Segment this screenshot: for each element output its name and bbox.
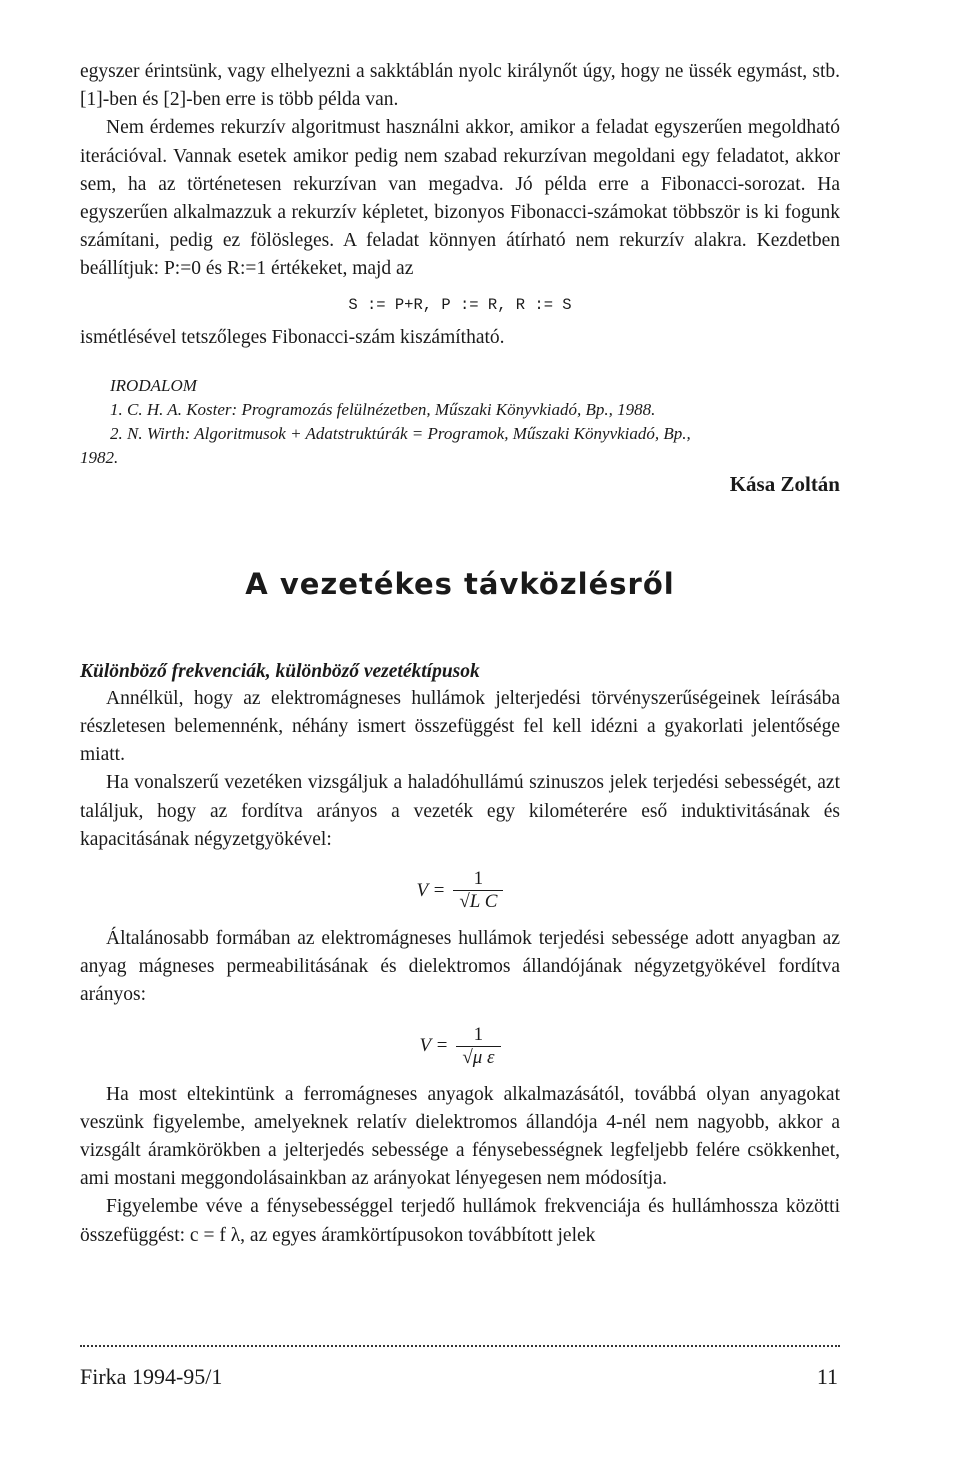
article-paragraph-1: Annélkül, hogy az elektromágneses hullámok jelterjedési törvényszerűségeinek leírásába részletesen belemennénk, néhány ismert összefüggést fel kell idézni a gyakorlati jelentősége miatt. [80,687,840,766]
formula-lhs: V = [416,879,446,901]
formula-numerator: 1 [473,868,484,890]
formula-denominator: √μ ε [456,1046,500,1069]
article-paragraph-5: Figyelembe véve a fénysebességgel terjedő hullámok frekvenciája és hullámhossza közötti összefüggést: c = f λ, az egyes áramkörtípusokon továbbított jelek [80,1196,840,1246]
author-name: Kása Zoltán [729,471,840,496]
section-subtitle: Különböző frekvenciák, különböző vezetéktípusok [80,660,480,682]
intro-paragraph-2: Nem érdemes rekurzív algoritmust használni akkor, amikor a feladat egyszerűen megoldható iterációval. Vannak esetek amikor pedig nem szabad rekurzívan megoldani egy feladatot, akkor sem, ha az történetesen rekurzívan van megadva. Jó példa erre a Fibonacci-sorozat. Ha egyszerűen alkalmazzuk a rekurzív képletet, bizonyos Fibonacci-számokat többször is ki fogunk számítani, pedig ez fölösleges. A feladat könnyen átírható nem rekurzív alakra. Kezdetben beállítjuk: P:=0 és R:=1 értékeket, majd az [80,117,840,280]
reference-item-continuation: 1982. [80,447,119,467]
article-paragraph-2: Ha vonalszerű vezetéken vizsgáljuk a haladóhullámú szinuszos jelek terjedési sebességét, azt találjuk, hogy az fordítva arányos a vezeték egy kilométerére eső induktivitásának és kapacitásának négyzetgyökével: [80,772,840,850]
article-paragraph-4: Ha most eltekintünk a ferromágneses anyagok alkalmazásától, továbbá olyan anyagokat veszünk figyelembe, amelyeknek relatív dielektromos állandója 4-nél nem nagyobb, akkor a vizsgált áramkörökben a jelterjedés sebessége a fénysebességnek legfeljebb felére csökkenhet, ami mostani meggondolásainkban az arányokat lényegesen nem módosítja. [80,1083,840,1190]
footer-journal: Firka 1994-95/1 [80,1364,223,1389]
formula-velocity-lc [80,868,840,913]
intro-paragraph-3: ismétlésével tetszőleges Fibonacci-szám kiszámítható. [80,326,505,348]
page-content [80,58,840,1250]
formula-lhs: V = [419,1035,449,1057]
article-paragraph-3: Általánosabb formában az elektromágneses hullámok terjedési sebessége adott anyagban az anyag mágneses permeabilitásának és dielektromos állandójának négyzetgyökével fordítva arányos: [80,928,840,1006]
article-title: A vezetékes távközlésről [245,566,675,601]
formula-velocity-mu-epsilon [80,1024,840,1069]
formula-denominator: √L C [453,890,503,913]
footer-divider [80,1345,840,1347]
formula-fraction [456,1024,500,1069]
footer-page-number: 11 [816,1364,838,1389]
intro-paragraph-1: egyszer érintsünk, vagy elhelyezni a sakktáblán nyolc királynőt úgy, hogy ne üssék egymást, stb. [1]-ben és [2]-ben erre is több példa van. [80,61,840,111]
formula-numerator: 1 [473,1023,484,1045]
formula-fraction [453,868,503,913]
reference-item: 2. N. Wirth: Algoritmusok + Adatstruktúrák = Programok, Műszaki Könyvkiadó, Bp., [110,423,691,443]
code-snippet: S := P+R, P := R, R := S [348,295,572,314]
references [80,374,840,470]
references-title: IRODALOM [110,375,197,395]
reference-item: 1. C. H. A. Koster: Programozás felülnézetben, Műszaki Könyvkiadó, Bp., 1988. [110,399,656,419]
